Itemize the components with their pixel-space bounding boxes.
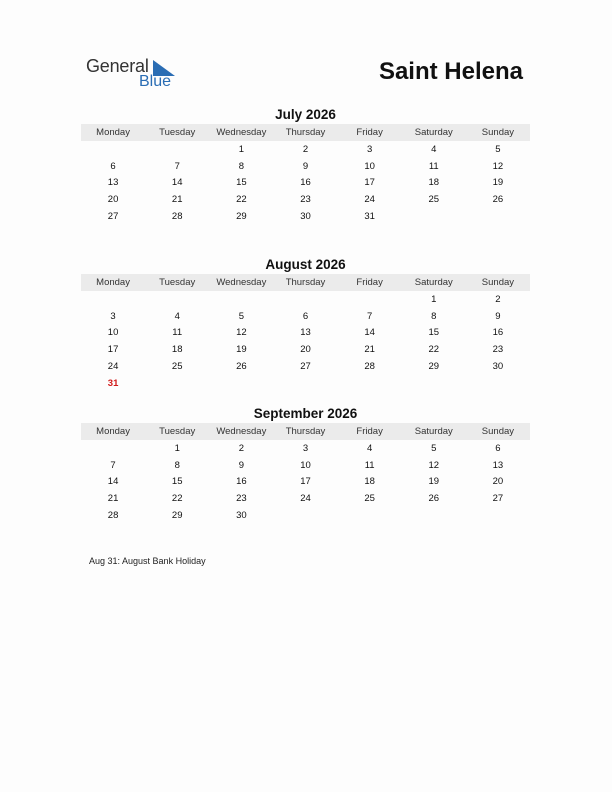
day-cell: 11: [428, 160, 439, 172]
day-cell: 28: [364, 361, 375, 373]
day-cell: 5: [431, 442, 437, 454]
day-cell: 23: [236, 493, 247, 505]
week-row: [81, 158, 530, 175]
day-cell: [145, 375, 209, 392]
day-cell: [209, 375, 273, 392]
day-cell: 31: [364, 211, 375, 223]
day-cell: [145, 291, 209, 308]
week-row: [81, 375, 530, 392]
day-cell: 12: [236, 327, 247, 339]
day-cell: 20: [107, 194, 119, 206]
day-cell: [466, 375, 530, 392]
day-cell: 3: [110, 310, 116, 322]
day-cell: 27: [107, 211, 119, 223]
weekday-header: Wednesday: [209, 124, 273, 141]
day-cell: [338, 291, 402, 308]
day-cell: 25: [364, 493, 375, 505]
day-cell: 10: [364, 160, 375, 172]
day-cell: 8: [174, 459, 180, 471]
logo-general-text: General: [86, 56, 149, 76]
day-cell: 9: [302, 160, 309, 172]
week-row: [81, 440, 530, 457]
month-title: September 2026: [253, 406, 358, 421]
weekday-header: Saturday: [402, 274, 466, 291]
day-cell: 23: [492, 344, 504, 356]
day-cell: 8: [431, 310, 437, 322]
day-cell: 8: [238, 160, 244, 172]
day-cell: 15: [171, 476, 183, 488]
day-cell: 26: [236, 361, 247, 373]
day-cell: 2: [495, 293, 501, 305]
weekday-header: Thursday: [273, 274, 337, 291]
holiday-notes: [89, 556, 206, 566]
day-cell: 27: [492, 493, 504, 505]
day-cell: [81, 440, 145, 457]
weekday-header-row: [81, 423, 530, 440]
day-cell: 2: [302, 143, 309, 155]
day-cell: 14: [171, 177, 183, 189]
day-cell: 18: [428, 177, 440, 189]
day-cell: 20: [492, 476, 504, 488]
day-cell: 1: [174, 442, 180, 454]
country-title: Saint Helena: [378, 58, 523, 85]
day-cell: 29: [171, 510, 183, 522]
day-cell: 15: [236, 177, 247, 189]
day-cell: 26: [428, 493, 440, 505]
week-row: [81, 308, 530, 325]
day-cell: 13: [300, 327, 311, 339]
day-cell: 19: [236, 344, 247, 356]
day-cell: [145, 141, 209, 158]
day-cell: 29: [428, 361, 440, 373]
calendar-grid: [81, 423, 530, 524]
weekday-header-row: [81, 274, 530, 291]
logo-blue-text: Blue: [139, 73, 172, 90]
week-row: [81, 358, 530, 375]
day-cell: 31: [107, 377, 119, 389]
day-cell: 21: [171, 194, 183, 206]
week-row: [81, 457, 530, 474]
day-cell: 4: [431, 143, 437, 155]
day-cell: 20: [300, 344, 311, 356]
week-row: [81, 175, 530, 192]
day-cell: [209, 291, 273, 308]
weekday-header: Friday: [338, 124, 402, 141]
day-cell: 10: [107, 327, 119, 339]
day-cell: 16: [236, 476, 247, 488]
week-row: [81, 507, 530, 524]
day-cell: 16: [492, 327, 504, 339]
week-row: [81, 291, 530, 308]
day-cell: 24: [107, 361, 119, 373]
day-cell: 7: [366, 310, 373, 322]
week-row: [81, 208, 530, 225]
day-cell: 11: [172, 327, 183, 339]
day-cell: 5: [238, 310, 244, 322]
weekday-header: Thursday: [273, 423, 337, 440]
day-cell: 23: [300, 194, 311, 206]
week-row: [81, 325, 530, 342]
day-cell: 17: [300, 476, 311, 488]
day-cell: 11: [364, 459, 375, 471]
weekday-header: Tuesday: [145, 124, 209, 141]
day-cell: 12: [428, 459, 440, 471]
day-cell: [338, 375, 402, 392]
day-cell: 17: [107, 344, 119, 356]
month-august: [81, 256, 530, 392]
weekday-header: Wednesday: [209, 423, 273, 440]
day-cell: 21: [107, 493, 119, 505]
day-cell: 25: [171, 361, 183, 373]
weekday-header: Monday: [81, 423, 145, 440]
day-cell: [273, 291, 337, 308]
month-september: [81, 405, 530, 524]
day-cell: 19: [428, 476, 440, 488]
day-cell: 4: [366, 442, 373, 454]
day-cell: 3: [366, 143, 373, 155]
day-cell: 12: [492, 160, 504, 172]
day-cell: 13: [492, 459, 504, 471]
day-cell: 9: [495, 310, 501, 322]
day-cell: [402, 507, 466, 524]
day-cell: 28: [171, 211, 183, 223]
day-cell: 18: [171, 344, 183, 356]
holiday-note: Aug 31: August Bank Holiday: [89, 556, 206, 566]
week-row: [81, 474, 530, 491]
week-row: [81, 191, 530, 208]
calendar-grid: [81, 274, 530, 392]
week-row: [81, 490, 530, 507]
day-cell: 5: [495, 143, 501, 155]
day-cell: 27: [300, 361, 311, 373]
day-cell: [338, 507, 402, 524]
day-cell: 30: [300, 211, 311, 223]
weekday-header: Friday: [338, 274, 402, 291]
day-cell: 9: [238, 459, 244, 471]
day-cell: 7: [174, 160, 180, 172]
day-cell: 1: [431, 293, 437, 305]
day-cell: 26: [492, 194, 504, 206]
day-cell: [466, 208, 530, 225]
day-cell: 13: [107, 177, 119, 189]
weekday-header: Saturday: [402, 124, 466, 141]
weekday-header: Sunday: [466, 274, 530, 291]
day-cell: 24: [364, 194, 375, 206]
weekday-header: Friday: [338, 423, 402, 440]
day-cell: [402, 208, 466, 225]
weekday-header-row: [81, 124, 530, 141]
generalblue-logo: [86, 56, 186, 92]
weekday-header: Monday: [81, 124, 145, 141]
day-cell: 14: [364, 327, 375, 339]
day-cell: 25: [428, 194, 440, 206]
day-cell: [273, 375, 337, 392]
week-row: [81, 341, 530, 358]
weekday-header: Sunday: [466, 124, 530, 141]
day-cell: [273, 507, 337, 524]
day-cell: 30: [492, 361, 504, 373]
weekday-header: Sunday: [466, 423, 530, 440]
day-cell: 30: [236, 510, 247, 522]
day-cell: 6: [110, 160, 116, 172]
day-cell: [81, 141, 145, 158]
day-cell: 2: [238, 442, 244, 454]
week-row: [81, 141, 530, 158]
month-title: July 2026: [275, 107, 336, 122]
day-cell: 14: [107, 476, 119, 488]
day-cell: 18: [364, 476, 375, 488]
month-title: August 2026: [265, 257, 346, 272]
day-cell: 24: [300, 493, 311, 505]
day-cell: 22: [236, 194, 247, 206]
day-cell: 4: [174, 310, 180, 322]
day-cell: 21: [364, 344, 375, 356]
weekday-header: Tuesday: [145, 423, 209, 440]
day-cell: 7: [110, 459, 116, 471]
day-cell: 17: [364, 177, 375, 189]
day-cell: 6: [495, 442, 501, 454]
day-cell: 1: [238, 143, 244, 155]
day-cell: [402, 375, 466, 392]
day-cell: [81, 291, 145, 308]
day-cell: 16: [300, 177, 311, 189]
day-cell: 29: [236, 211, 247, 223]
day-cell: 3: [302, 442, 309, 454]
day-cell: 10: [300, 459, 311, 471]
weekday-header: Thursday: [273, 124, 337, 141]
weekday-header: Saturday: [402, 423, 466, 440]
day-cell: 19: [492, 177, 504, 189]
day-cell: 6: [302, 310, 309, 322]
weekday-header: Tuesday: [145, 274, 209, 291]
weekday-header: Monday: [81, 274, 145, 291]
day-cell: [466, 507, 530, 524]
weekday-header: Wednesday: [209, 274, 273, 291]
day-cell: 22: [171, 493, 183, 505]
day-cell: 22: [428, 344, 440, 356]
month-july: [81, 106, 530, 225]
day-cell: 28: [107, 510, 119, 522]
day-cell: 15: [428, 327, 440, 339]
calendar-grid: [81, 124, 530, 225]
